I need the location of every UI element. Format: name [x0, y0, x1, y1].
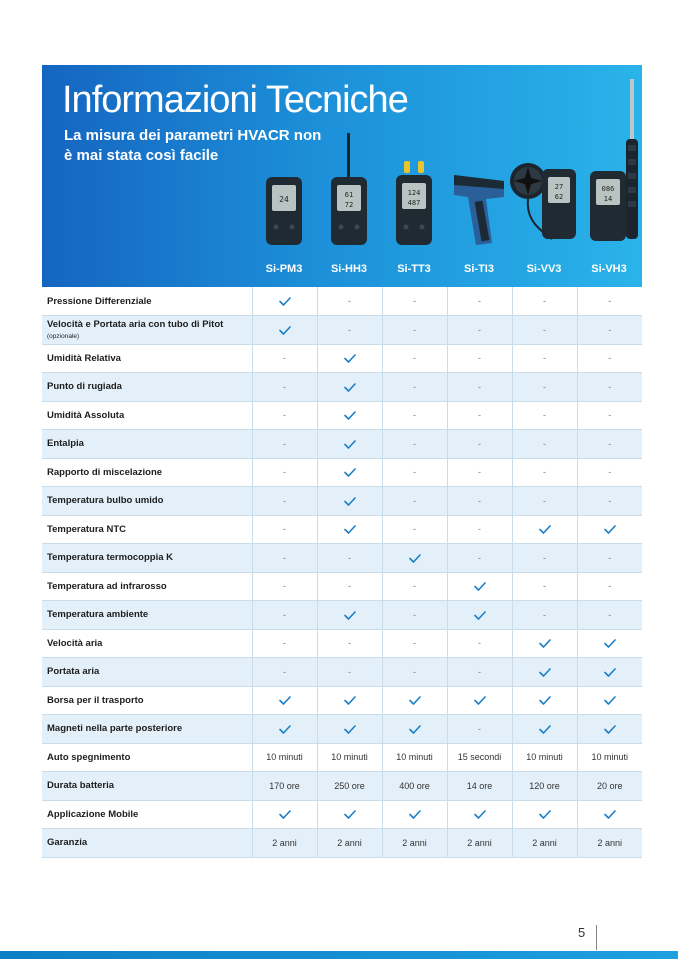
device-si-hh3-image: [329, 133, 369, 247]
check-icon: [317, 401, 382, 430]
dash-text: -: [413, 353, 416, 364]
feature-text: Applicazione Mobile: [47, 808, 139, 820]
dash-text: -: [283, 666, 286, 677]
spec-value-text: 250 ore: [334, 780, 365, 791]
dash-text: -: [608, 381, 612, 392]
not-available-dash: [317, 544, 382, 573]
not-available-dash: [447, 430, 512, 459]
dash-text: -: [283, 609, 286, 620]
dash-text: -: [478, 467, 481, 478]
not-available-dash: [577, 487, 642, 516]
dash-text: -: [543, 324, 546, 335]
check-icon: [317, 601, 382, 630]
feature-label: [42, 772, 252, 801]
specs-table: [42, 287, 642, 858]
spec-value-text: 2 anni: [467, 837, 492, 848]
feature-text: Velocità e Portata aria con tubo di Pitot: [47, 318, 224, 330]
page-number: 5: [578, 925, 586, 940]
not-available-dash: [252, 487, 317, 516]
feature-label: [42, 344, 252, 373]
spec-value-text: 400 ore: [399, 780, 430, 791]
check-icon: [317, 800, 382, 829]
spec-value: [577, 743, 642, 772]
spec-value: [252, 743, 317, 772]
table-row: [42, 515, 642, 544]
feature-label: [42, 829, 252, 858]
not-available-dash: [577, 544, 642, 573]
table-row: [42, 430, 642, 459]
not-available-dash: [382, 287, 447, 316]
check-icon: [317, 686, 382, 715]
dash-text: -: [608, 581, 612, 592]
check-icon: [317, 344, 382, 373]
feature-label: [42, 743, 252, 772]
spec-value: [317, 743, 382, 772]
not-available-dash: [512, 344, 577, 373]
dash-text: -: [608, 410, 612, 421]
product-label-si-ti3: Si-TI3: [464, 263, 494, 275]
table-row: [42, 800, 642, 829]
not-available-dash: [512, 458, 577, 487]
dash-text: -: [413, 609, 416, 620]
not-available-dash: [382, 515, 447, 544]
dash-text: -: [348, 666, 351, 677]
dash-text: -: [608, 609, 612, 620]
table-row: [42, 373, 642, 402]
dash-text: -: [543, 495, 546, 506]
svg-text:086: 086: [601, 185, 615, 193]
not-available-dash: [447, 373, 512, 402]
spec-value-text: 120 ore: [529, 780, 560, 791]
product-label-si-vv3: Si-VV3: [526, 263, 562, 275]
feature-text: Temperatura ambiente: [47, 609, 149, 621]
dash-text: -: [413, 638, 416, 649]
dash-text: -: [283, 581, 286, 592]
dash-text: -: [413, 410, 416, 421]
not-available-dash: [252, 601, 317, 630]
not-available-dash: [447, 658, 512, 687]
spec-value-text: 2 anni: [597, 837, 623, 848]
feature-text: Temperatura NTC: [47, 523, 127, 535]
feature-label: [42, 686, 252, 715]
page-subtitle: La misura dei parametri HVACR non è mai stata così facile: [64, 127, 322, 164]
spec-value-text: 2 anni: [532, 837, 557, 848]
not-available-dash: [382, 629, 447, 658]
dash-text: -: [413, 495, 416, 506]
spec-value-text: 14 ore: [466, 780, 493, 791]
feature-text: Rapporto di miscelazione: [47, 466, 163, 478]
check-icon: [512, 715, 577, 744]
not-available-dash: [512, 544, 577, 573]
spec-value-text: 20 ore: [596, 780, 623, 791]
dash-text: -: [478, 324, 481, 335]
not-available-dash: [447, 344, 512, 373]
dash-text: -: [478, 524, 481, 535]
not-available-dash: [252, 458, 317, 487]
table-row: [42, 487, 642, 516]
not-available-dash: [317, 572, 382, 601]
table-row: [42, 829, 642, 858]
page-number-divider: [596, 925, 597, 950]
dash-text: -: [348, 638, 351, 649]
page-title: Informazioni Tecniche: [62, 79, 408, 121]
table-row: [42, 772, 642, 801]
check-icon: [577, 515, 642, 544]
feature-text: Borsa per il trasporto: [47, 694, 144, 706]
check-icon: [577, 658, 642, 687]
not-available-dash: [577, 401, 642, 430]
not-available-dash: [577, 316, 642, 345]
dash-text: -: [478, 552, 481, 563]
not-available-dash: [447, 629, 512, 658]
svg-text:487: 487: [407, 199, 421, 207]
product-label-si-hh3: Si-HH3: [330, 263, 368, 275]
dash-text: -: [413, 581, 416, 592]
table-row: [42, 715, 642, 744]
spec-value-text: 2 anni: [337, 837, 362, 848]
dash-text: -: [348, 324, 351, 335]
not-available-dash: [512, 572, 577, 601]
feature-text: Punto di rugiada: [47, 381, 122, 393]
spec-value: [447, 743, 512, 772]
check-icon: [317, 458, 382, 487]
not-available-dash: [317, 287, 382, 316]
svg-text:14: 14: [603, 195, 613, 203]
dash-text: -: [283, 638, 286, 649]
not-available-dash: [382, 458, 447, 487]
check-icon: [382, 715, 447, 744]
check-icon: [317, 430, 382, 459]
dash-text: -: [283, 410, 286, 421]
spec-value: [382, 829, 447, 858]
spec-value: [447, 772, 512, 801]
not-available-dash: [512, 373, 577, 402]
not-available-dash: [252, 572, 317, 601]
dash-text: -: [413, 666, 416, 677]
not-available-dash: [317, 658, 382, 687]
dash-text: -: [478, 666, 481, 677]
not-available-dash: [577, 572, 642, 601]
spec-value: [382, 772, 447, 801]
svg-text:27: 27: [554, 183, 564, 191]
dash-text: -: [283, 438, 286, 449]
spec-value: [512, 829, 577, 858]
table-row: [42, 686, 642, 715]
spec-value-text: 10 minuti: [526, 752, 563, 763]
check-icon: [252, 316, 317, 345]
svg-text:24: 24: [279, 195, 289, 204]
not-available-dash: [382, 601, 447, 630]
not-available-dash: [382, 430, 447, 459]
spec-value: [252, 829, 317, 858]
feature-text: Temperatura ad infrarosso: [47, 580, 167, 592]
svg-text:62: 62: [554, 193, 564, 201]
table-row: [42, 544, 642, 573]
spec-value-text: 15 secondi: [457, 752, 502, 763]
dash-text: -: [543, 296, 546, 306]
not-available-dash: [577, 287, 642, 316]
feature-text: Garanzia: [47, 837, 88, 849]
dash-text: -: [348, 581, 351, 592]
dash-text: -: [608, 353, 612, 364]
feature-label: [42, 487, 252, 516]
dash-text: -: [543, 581, 546, 592]
feature-text: Temperatura bulbo umido: [47, 495, 164, 507]
not-available-dash: [512, 287, 577, 316]
dash-text: -: [543, 410, 546, 421]
not-available-dash: [512, 487, 577, 516]
dash-text: -: [413, 324, 416, 335]
dash-text: -: [478, 296, 481, 306]
not-available-dash: [382, 572, 447, 601]
table-row: [42, 401, 642, 430]
dash-text: -: [478, 438, 481, 449]
check-icon: [252, 800, 317, 829]
feature-label: [42, 401, 252, 430]
dash-text: -: [478, 723, 481, 734]
feature-label: [42, 629, 252, 658]
check-icon: [447, 601, 512, 630]
feature-label: [42, 601, 252, 630]
not-available-dash: [382, 658, 447, 687]
dash-text: -: [608, 296, 612, 306]
not-available-dash: [252, 430, 317, 459]
not-available-dash: [512, 401, 577, 430]
specs-table-body: [42, 287, 642, 857]
not-available-dash: [252, 401, 317, 430]
dash-text: -: [283, 495, 286, 506]
not-available-dash: [382, 344, 447, 373]
table-row: [42, 458, 642, 487]
not-available-dash: [577, 601, 642, 630]
spec-value-text: 10 minuti: [331, 752, 368, 763]
feature-label: [42, 658, 252, 687]
not-available-dash: [447, 715, 512, 744]
not-available-dash: [577, 344, 642, 373]
check-icon: [317, 373, 382, 402]
spec-value: [447, 829, 512, 858]
product-label-si-tt3: Si-TT3: [397, 263, 431, 275]
not-available-dash: [317, 316, 382, 345]
not-available-dash: [252, 344, 317, 373]
dash-text: -: [543, 467, 546, 478]
not-available-dash: [317, 629, 382, 658]
table-row: [42, 601, 642, 630]
dash-text: -: [283, 552, 286, 563]
spec-value: [577, 772, 642, 801]
spec-value-text: 10 minuti: [591, 752, 629, 763]
not-available-dash: [447, 316, 512, 345]
dash-text: -: [478, 353, 481, 364]
feature-label: [42, 316, 252, 345]
dash-text: -: [608, 552, 612, 563]
dash-text: -: [413, 438, 416, 449]
spec-value: [317, 772, 382, 801]
spec-value-text: 10 minuti: [396, 752, 433, 763]
device-si-ti3-image: [452, 171, 508, 247]
dash-text: -: [543, 381, 546, 392]
dash-text: -: [478, 381, 481, 392]
dash-text: -: [608, 324, 612, 335]
check-icon: [577, 715, 642, 744]
feature-text: Portata aria: [47, 666, 100, 678]
dash-text: -: [283, 524, 286, 535]
device-si-tt3-image: [394, 161, 434, 247]
feature-text: Entalpia: [47, 438, 84, 450]
feature-label: [42, 715, 252, 744]
dash-text: -: [543, 353, 546, 364]
check-icon: [382, 800, 447, 829]
check-icon: [512, 686, 577, 715]
not-available-dash: [382, 487, 447, 516]
check-icon: [512, 800, 577, 829]
dash-text: -: [478, 638, 481, 649]
spec-value: [512, 743, 577, 772]
table-row: [42, 316, 642, 345]
table-row: [42, 572, 642, 601]
not-available-dash: [447, 487, 512, 516]
spec-value: [382, 743, 447, 772]
feature-text: Durata batteria: [47, 780, 115, 792]
footer-bar: [0, 951, 678, 959]
spec-value: [577, 829, 642, 858]
check-icon: [447, 572, 512, 601]
dash-text: -: [478, 410, 481, 421]
check-icon: [512, 515, 577, 544]
dash-text: -: [413, 296, 416, 306]
feature-text: Magneti nella parte posteriore: [47, 723, 183, 735]
device-si-pm3-image: [264, 175, 304, 247]
spec-value: [317, 829, 382, 858]
dash-text: -: [543, 552, 546, 563]
dash-text: -: [348, 296, 351, 306]
dash-text: -: [283, 467, 286, 478]
svg-text:72: 72: [344, 201, 354, 209]
dash-text: -: [608, 467, 612, 478]
check-icon: [577, 800, 642, 829]
feature-label: [42, 430, 252, 459]
check-icon: [317, 487, 382, 516]
dash-text: -: [283, 381, 286, 392]
device-si-vv3-image: [508, 159, 578, 251]
table-row: [42, 743, 642, 772]
not-available-dash: [577, 430, 642, 459]
feature-note: (opzionale): [47, 332, 80, 340]
feature-label: [42, 515, 252, 544]
feature-text: Velocità aria: [47, 637, 103, 649]
dash-text: -: [608, 438, 612, 449]
not-available-dash: [577, 373, 642, 402]
dash-text: -: [543, 609, 546, 620]
check-icon: [512, 629, 577, 658]
not-available-dash: [447, 287, 512, 316]
not-available-dash: [447, 544, 512, 573]
dash-text: -: [543, 438, 546, 449]
not-available-dash: [447, 515, 512, 544]
not-available-dash: [447, 401, 512, 430]
feature-label: [42, 287, 252, 316]
not-available-dash: [382, 401, 447, 430]
feature-text: Umidità Assoluta: [47, 409, 125, 421]
not-available-dash: [252, 515, 317, 544]
not-available-dash: [252, 544, 317, 573]
not-available-dash: [252, 629, 317, 658]
not-available-dash: [447, 458, 512, 487]
not-available-dash: [512, 601, 577, 630]
dash-text: -: [608, 495, 612, 506]
table-row: [42, 287, 642, 316]
spec-value-text: 170 ore: [269, 780, 300, 791]
spec-value: [512, 772, 577, 801]
check-icon: [317, 515, 382, 544]
not-available-dash: [512, 430, 577, 459]
feature-label: [42, 544, 252, 573]
not-available-dash: [382, 373, 447, 402]
dash-text: -: [348, 552, 351, 563]
check-icon: [382, 544, 447, 573]
check-icon: [382, 686, 447, 715]
feature-label: [42, 373, 252, 402]
table-row: [42, 658, 642, 687]
feature-label: [42, 458, 252, 487]
device-si-vh3-image: [588, 79, 642, 251]
spec-value-text: 2 anni: [272, 837, 297, 848]
table-row: [42, 344, 642, 373]
check-icon: [252, 686, 317, 715]
not-available-dash: [252, 373, 317, 402]
feature-label: [42, 572, 252, 601]
dash-text: -: [283, 353, 286, 364]
check-icon: [577, 686, 642, 715]
not-available-dash: [577, 458, 642, 487]
feature-text: Temperatura termocoppia K: [47, 552, 173, 564]
feature-text: Auto spegnimento: [47, 751, 131, 763]
feature-text: Pressione Differenziale: [47, 295, 152, 307]
table-row: [42, 629, 642, 658]
check-icon: [577, 629, 642, 658]
spec-value: [252, 772, 317, 801]
product-label-si-vh3: Si-VH3: [591, 263, 627, 275]
check-icon: [252, 715, 317, 744]
spec-value-text: 2 anni: [402, 837, 427, 848]
not-available-dash: [512, 316, 577, 345]
header-banner: [42, 65, 642, 287]
spec-value-text: 10 minuti: [266, 752, 303, 763]
check-icon: [317, 715, 382, 744]
dash-text: -: [413, 524, 416, 535]
check-icon: [447, 800, 512, 829]
feature-text: Umidità Relativa: [47, 352, 121, 364]
dash-text: -: [413, 467, 416, 478]
check-icon: [512, 658, 577, 687]
feature-label: [42, 800, 252, 829]
check-icon: [447, 686, 512, 715]
svg-text:124: 124: [407, 189, 421, 197]
product-label-si-pm3: Si-PM3: [265, 263, 303, 275]
svg-text:61: 61: [344, 191, 354, 199]
dash-text: -: [478, 495, 481, 506]
dash-text: -: [413, 381, 416, 392]
not-available-dash: [252, 658, 317, 687]
check-icon: [252, 287, 317, 316]
not-available-dash: [382, 316, 447, 345]
